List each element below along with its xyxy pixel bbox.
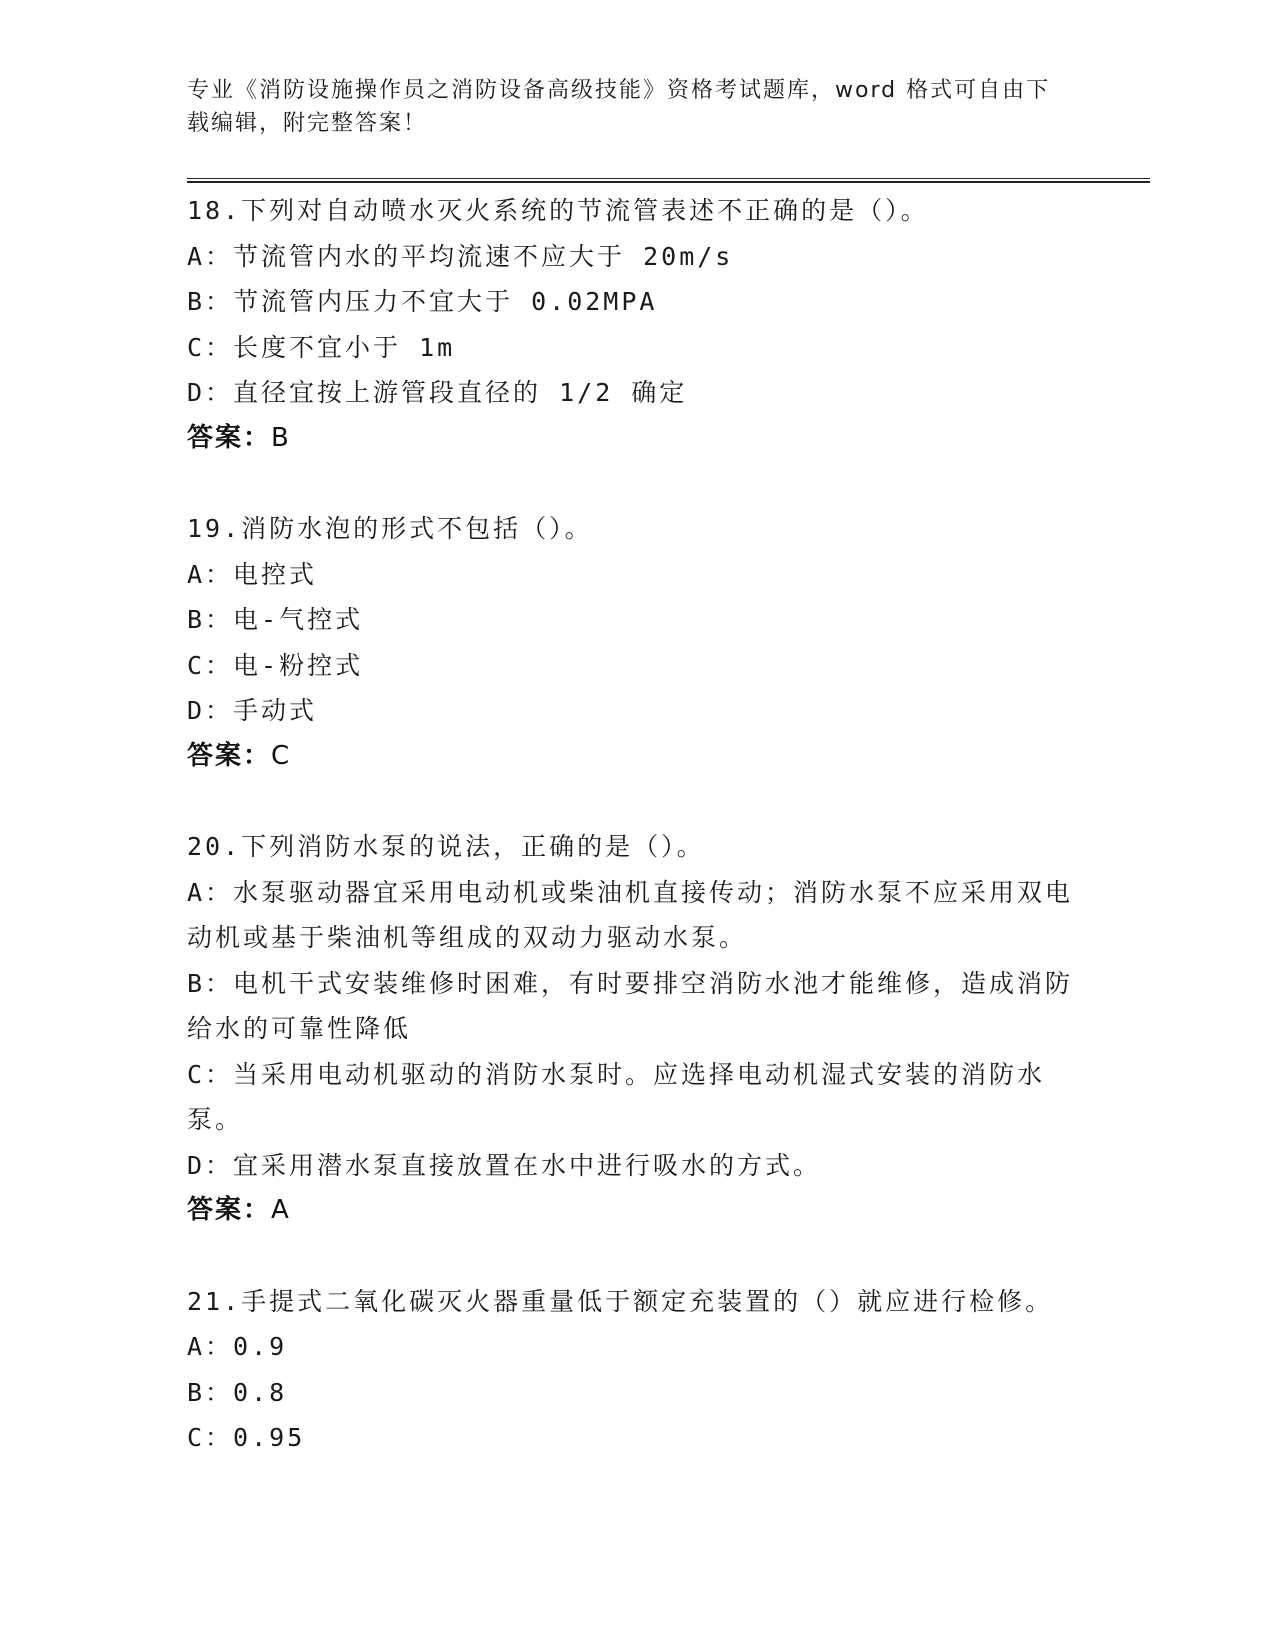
question-stem: 18.下列对自动喷水灭火系统的节流管表述不正确的是（）。 <box>187 196 929 225</box>
answer-line <box>187 1188 1087 1234</box>
answer-value: A <box>271 1195 291 1225</box>
question-stem: 20.下列消防水泵的说法，正确的是（）。 <box>187 832 705 861</box>
answer-line <box>187 416 1087 462</box>
option-a: A：水泵驱动器宜采用电动机或柴油机直接传动；消防水泵不应采用双电动机或基于柴油机等组成的双动力驱动水泵。 <box>187 877 1074 952</box>
answer-label: 答案： <box>187 1195 272 1225</box>
option-a: A：0.9 <box>187 1332 288 1361</box>
question-20 <box>187 824 1087 1234</box>
document-intro: 专业《消防设施操作员之消防设备高级技能》资格考试题库，word 格式可自由下载编辑，附完整答案！ <box>187 78 1051 136</box>
option-d: D：直径宜按上游管段直径的 1/2 确定 <box>187 378 688 407</box>
question-21 <box>187 1279 1087 1461</box>
option-b: B：节流管内压力不宜大于 0.02MPA <box>187 287 658 316</box>
option-c: C：当采用电动机驱动的消防水泵时。应选择电动机湿式安装的消防水泵。 <box>187 1059 1046 1134</box>
question-stem: 19.消防水泡的形式不包括（）。 <box>187 514 593 543</box>
answer-label: 答案： <box>187 422 272 453</box>
option-c: C：0.95 <box>187 1423 306 1452</box>
answer-value: B <box>271 422 291 453</box>
option-c: C：电-粉控式 <box>187 650 364 680</box>
question-list <box>187 188 1087 1506</box>
answer-line <box>187 734 1087 780</box>
option-a: A：电控式 <box>187 559 318 589</box>
header-divider <box>187 178 1150 183</box>
option-a: A：节流管内水的平均流速不应大于 20m/s <box>187 241 734 271</box>
answer-value: C <box>271 740 292 771</box>
option-b: B：电-气控式 <box>187 605 364 634</box>
option-d: D：手动式 <box>187 696 318 725</box>
option-b: B：0.8 <box>187 1377 288 1407</box>
option-b: B：电机干式安装维修时困难，有时要排空消防水池才能维修，造成消防给水的可靠性降低 <box>187 968 1074 1043</box>
question-18 <box>187 188 1087 461</box>
question-19 <box>187 506 1087 779</box>
option-d: D：宜采用潜水泵直接放置在水中进行吸水的方式。 <box>187 1150 822 1180</box>
answer-label: 答案： <box>187 740 272 771</box>
question-stem: 21.手提式二氧化碳灭火器重量低于额定充装置的（）就应进行检修。 <box>187 1286 1054 1316</box>
option-c: C：长度不宜小于 1m <box>187 332 456 362</box>
